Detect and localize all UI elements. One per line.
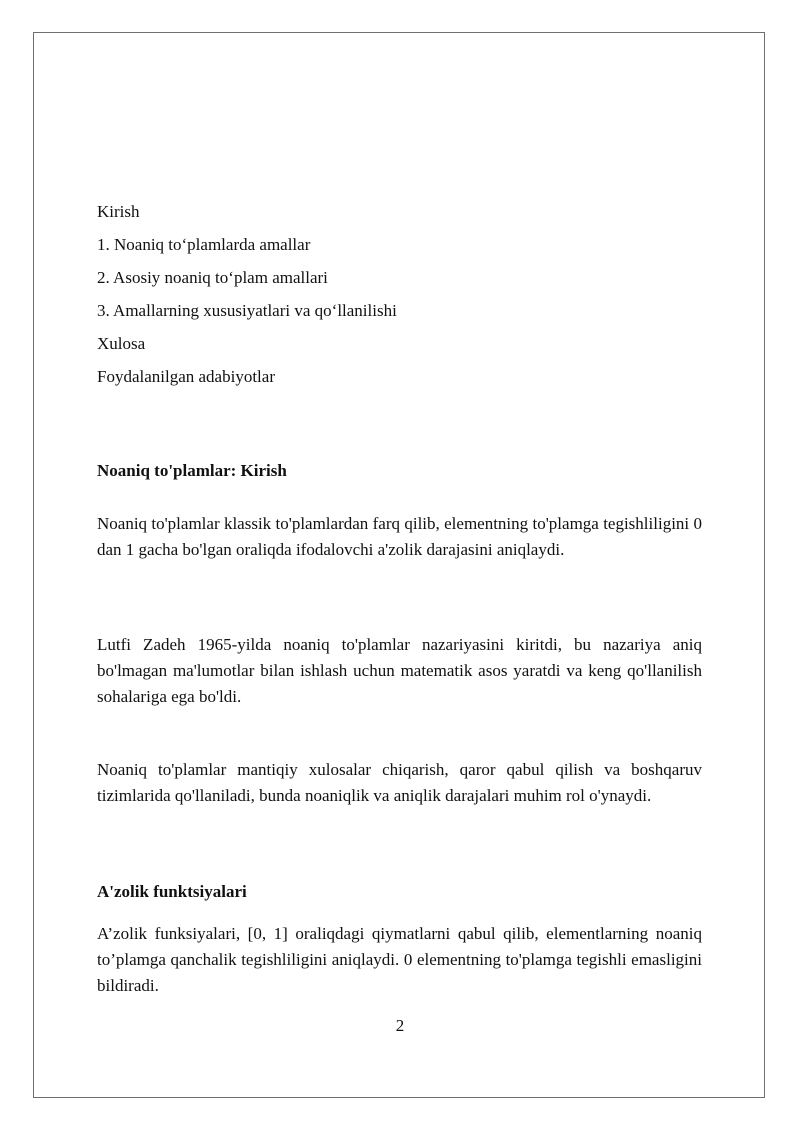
paragraph-membership-1: A’zolik funksiyalari, [0, 1] oraliqdagi qiymatlarni qabul qilib, elementlarning noaniq to’plamga qanchalik tegishliligini aniqlaydi. 0 elementning to'plamga tegishli emasligini bildiradi. [97,924,702,995]
toc-item-1: 1. Noaniq to‘plamlarda amallar [97,235,311,254]
paragraph-intro-1: Noaniq to'plamlar klassik to'plamlardan farq qilib, elementning to'plamga tegishliligini 0 dan 1 gacha bo'lgan oraliqda ifodalovchi a'zolik darajasini aniqlaydi. [97,514,702,559]
toc-item-conclusion: Xulosa [97,334,146,353]
toc-item-references: Foydalanilgan adabiyotlar [97,367,275,386]
table-of-contents [97,199,702,397]
toc-item-2: 2. Asosiy noaniq to‘plam amallari [97,268,328,287]
page-number: 2 [395,1016,405,1035]
section-heading-membership: A'zolik funktsiyalari [97,882,247,901]
section-heading-intro: Noaniq to'plamlar: Kirish [97,461,287,480]
toc-item-3: 3. Amallarning xususiyatlari va qo‘llanilishi [97,301,397,320]
toc-item-intro: Kirish [97,202,140,221]
paragraph-intro-3: Noaniq to'plamlar mantiqiy xulosalar chiqarish, qaror qabul qilish va boshqaruv tizimlarida qo'llaniladi, bunda noaniqlik va aniqlik darajalari muhim rol o'ynaydi. [97,760,702,805]
paragraph-intro-2: Lutfi Zadeh 1965-yilda noaniq to'plamlar nazariyasini kiritdi, bu nazariya aniq bo'lmagan ma'lumotlar bilan ishlash uchun matematik asos yaratdi va keng qo'llanilish sohalariga ega bo'ldi. [97,635,702,706]
